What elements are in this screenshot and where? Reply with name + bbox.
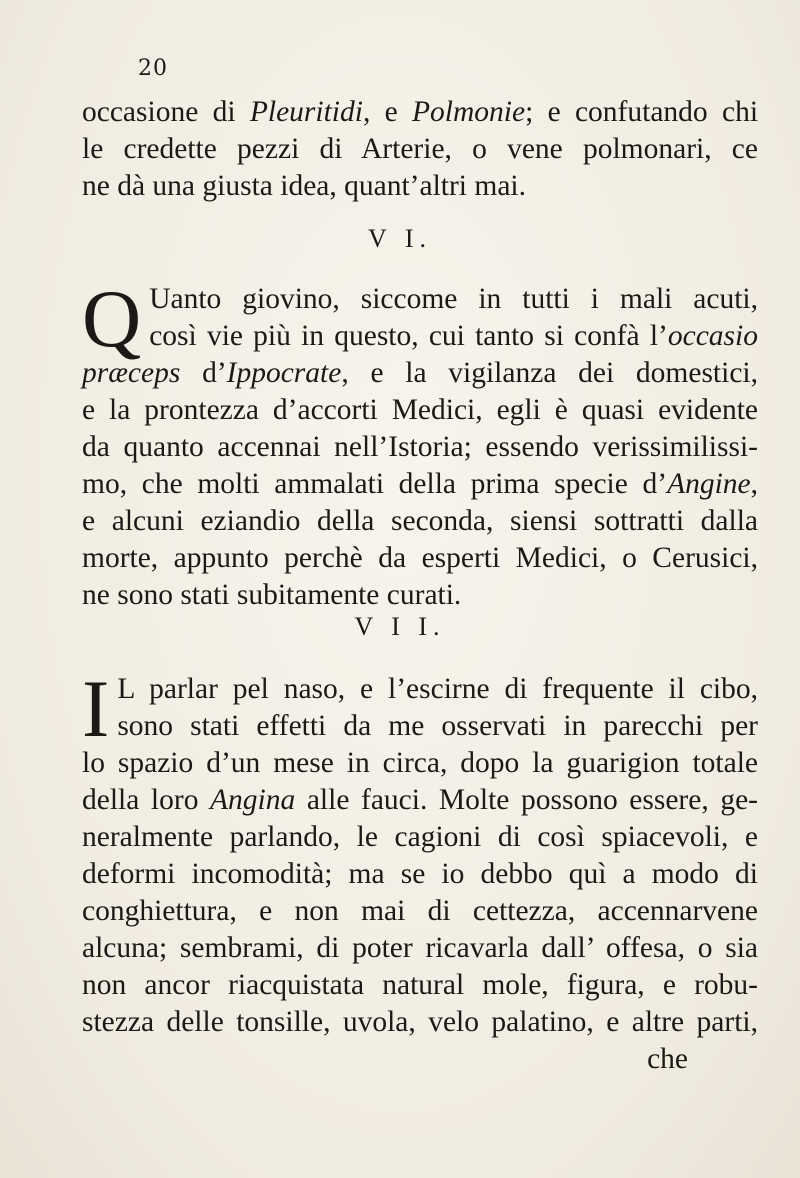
text-line: ne sono stati subitamente curati. xyxy=(82,579,462,611)
text-line: così vie più in questo, cui tanto si confà l’occasio xyxy=(149,320,758,352)
text-line: præceps d’Ippocrate, e la vigilanza dei domestici, xyxy=(82,357,758,389)
text-line: da quanto accennai nell’Istoria; essendo verissimilissi- xyxy=(82,431,758,463)
text-line: L parlar pel naso, e l’escirne di frequente il cibo, xyxy=(117,673,758,705)
text-line: conghiettura, e non mai di cettezza, accennarvene xyxy=(82,895,758,927)
text-line: ne dà una giusta idea, quant’altri mai. xyxy=(82,170,526,202)
section-heading-vi: V I. xyxy=(368,224,432,253)
text-line: neralmente parlando, le cagioni di così spiacevoli, e xyxy=(82,821,758,853)
text-line: alcuna; sembrami, di poter ricavarla dall’ offesa, o sia xyxy=(82,932,758,964)
text-line: stezza delle tonsille, uvola, velo palatino, e altre parti, xyxy=(82,1006,758,1038)
drop-cap: I xyxy=(82,663,110,754)
text-line: sono stati effetti da me osservati in parecchi per xyxy=(117,710,758,742)
section-heading-vii: V I I. xyxy=(354,612,446,641)
text-line: morte, appunto perchè da esperti Medici, o Cerusici, xyxy=(82,542,758,574)
text-line: e la prontezza d’accorti Medici, egli è quasi evidente xyxy=(82,394,758,426)
text-line: deformi incomodità; ma se io debbo quì a modo di xyxy=(82,858,758,890)
text-line: e alcuni eziandio della seconda, siensi sottratti dalla xyxy=(82,505,758,537)
text-line: lo spazio d’un mese in circa, dopo la guarigion totale xyxy=(82,747,758,779)
section-vii-paragraph xyxy=(82,663,758,1078)
section-vi-paragraph xyxy=(82,273,758,614)
page-number: 20 xyxy=(138,56,168,81)
text-line: della loro Angina alle fauci. Molte possono essere, ge- xyxy=(82,784,758,816)
text-line: occasione di Pleuritidi, e Polmonie; e confutando chi xyxy=(82,96,759,128)
text-line: non ancor riacquistata natural mole, figura, e robu- xyxy=(82,969,758,1001)
drop-cap: Q xyxy=(82,273,142,364)
intro-paragraph xyxy=(82,94,758,205)
catchword: che xyxy=(647,1043,688,1075)
text-line: le credette pezzi di Arterie, o vene polmonari, ce xyxy=(82,133,758,165)
text-line: mo, che molti ammalati della prima specie d’Angine, xyxy=(82,468,758,500)
text-line: Uanto giovino, siccome in tutti i mali acuti, xyxy=(149,283,758,315)
